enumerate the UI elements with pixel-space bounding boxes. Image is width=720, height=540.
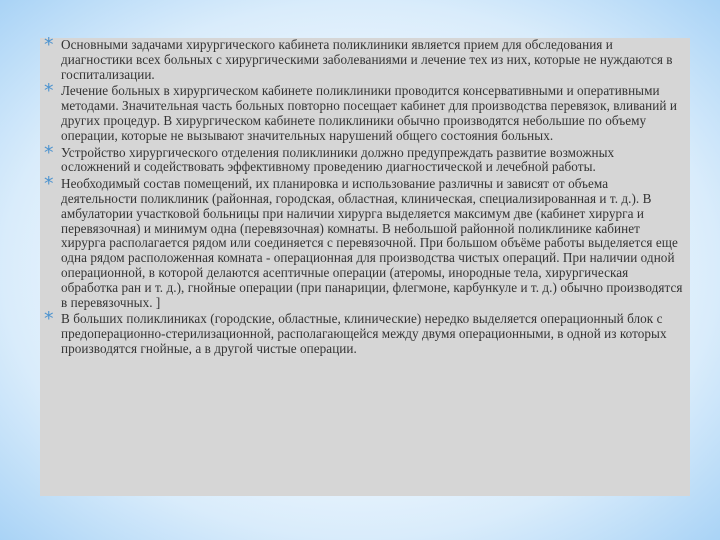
bullet-marker-icon: * <box>44 173 54 196</box>
bullet-item-5 <box>44 308 684 356</box>
bullet-item-4 <box>44 173 684 310</box>
bullet-text: Основными задачами хирургического кабинета поликлиники является прием для обследования и диагностики всех больных с хирургическими заболеваниями и лечение тех из них, которые не нуждаются в госпитализации. <box>61 37 673 82</box>
bullet-marker-icon: * <box>44 80 54 103</box>
bullet-text: Необходимый состав помещений, их планировка и использование различны и зависят от объема деятельности поликлиник (районная, городская, областная, клиническая, специализированная и т. д.). В амбулатории участковой больницы при наличии хирурга выделяется максимум две (кабинет хирурга и перевязочная) и минимум одна (перевязочная) комнаты. В небольшой районной поликлинике кабинет хирурга располагается рядом или соединяется с перевязочной. При большом объёме работы выделяется еще одна рядом расположенная комната - операционная для производства чистых операций. При наличии одной операционной, в которой делаются асептичные операции (атеромы, инородные тела, хирургическая обработка ран и т. д.), гнойные операции (при панариции, флегмоне, карбункуле и т. д.) обычно производятся в перевязочных. ] <box>61 176 683 310</box>
bullet-marker-icon: * <box>44 141 54 164</box>
bullet-marker-icon: * <box>44 308 54 331</box>
bullet-marker-icon: * <box>44 34 54 56</box>
bullet-list <box>44 34 684 359</box>
bullet-item-2 <box>44 80 684 143</box>
bullet-text: Устройство хирургического отделения поликлиники должно предупреждать развитие возможных осложнений и содействовать эффективному проведению диагностической и лечебной работы. <box>61 144 615 175</box>
bullet-text: В больших поликлиниках (городские, областные, клинические) нередко выделяется операционный блок с предоперационно-стерилизационной, располагающейся между двумя операционными, в одной из которых производятся гнойные, а в другой чистые операции. <box>61 311 667 356</box>
bullet-item-3 <box>44 141 684 176</box>
bullet-item-1 <box>44 34 684 82</box>
bullet-text: Лечение больных в хирургическом кабинете поликлиники проводится консервативными и оперативными методами. Значительная часть больных повторно посещает кабинет для производства перевязок, вливаний и других процедур. В хирургическом кабинете поликлиники обычно производятся небольшие по объему операции, которые не вызывают значительных нарушений общего состояния больных. <box>61 83 677 143</box>
